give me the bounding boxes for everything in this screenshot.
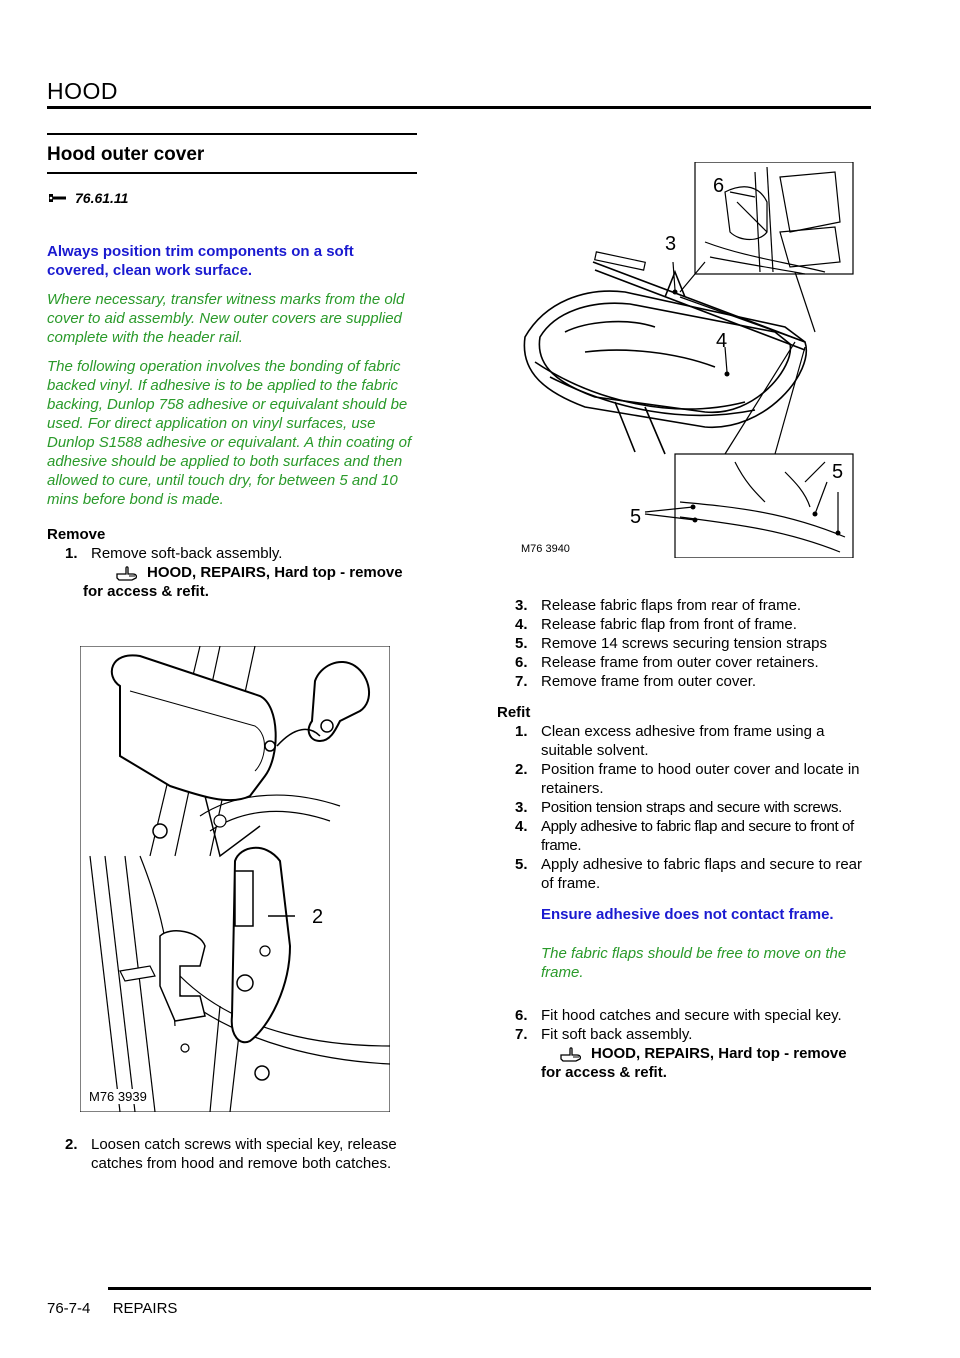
step-number: 4. [515, 818, 528, 835]
footer-section: REPAIRS [112, 1300, 178, 1317]
hood-frame-illustration [505, 162, 855, 558]
remove-heading: Remove [47, 526, 106, 543]
step-text: Release fabric flaps from rear of frame. [541, 597, 802, 614]
remove-step-4 [515, 615, 875, 634]
step-text: Remove frame from outer cover. [541, 673, 757, 690]
step-number: 7. [515, 673, 528, 690]
step-number: 3. [515, 799, 528, 816]
remove-step-3 [515, 596, 875, 615]
pointing-hand-icon [115, 565, 139, 581]
figure-hood-catch [80, 646, 390, 1112]
wrench-icon [49, 193, 67, 203]
step-number: 3. [515, 597, 528, 614]
refit-step-2 [515, 760, 875, 798]
step-text: Release fabric flap from front of frame. [541, 616, 797, 633]
step-text: Apply adhesive to fabric flap and secure to front of frame. [541, 818, 854, 854]
section-top-rule [47, 133, 417, 135]
cross-reference-cont: for access & refit. [541, 1064, 667, 1081]
refit-warning-text: Ensure adhesive does not contact frame. [541, 906, 834, 923]
warning-text: Always position trim components on a soft covered, clean work surface. [47, 243, 354, 279]
step-number: 2. [65, 1136, 78, 1153]
cross-reference-1[interactable] [47, 563, 417, 582]
figure-callout-6: 6 [713, 175, 725, 197]
note-text-1: Where necessary, transfer witness marks from the old cover to aid assembly. New outer covers are supplied complete with the header rail. [47, 291, 405, 346]
step-text: Fit soft back assembly. [541, 1026, 693, 1043]
refit-step-1 [515, 722, 875, 760]
step-text: Clean excess adhesive from frame using a suitable solvent. [541, 723, 825, 759]
step-text: Loosen catch screws with special key, release catches from hood and remove both catches. [91, 1136, 397, 1172]
cross-reference-cont: for access & refit. [83, 583, 209, 600]
section-bottom-rule [47, 172, 417, 174]
step-text: Remove 14 screws securing tension straps [541, 635, 827, 652]
left-text-block [47, 242, 417, 601]
step-number: 6. [515, 654, 528, 671]
step-text: Release frame from outer cover retainers. [541, 654, 819, 671]
remove-step-2-block [47, 1135, 417, 1173]
step-number: 7. [515, 1026, 528, 1043]
refit-step-3 [515, 798, 875, 817]
page-header-title: HOOD [47, 78, 118, 104]
step-number: 5. [515, 635, 528, 652]
pointing-hand-icon [559, 1046, 583, 1062]
figure-callout-3: 3 [665, 233, 677, 255]
footer [47, 1300, 177, 1317]
step-number: 5. [515, 856, 528, 873]
figure-callout-4: 4 [716, 330, 728, 352]
cross-reference-2[interactable] [497, 1044, 875, 1063]
remove-step-7 [515, 672, 875, 691]
step-text: Apply adhesive to fabric flaps and secure to rear of frame. [541, 856, 863, 892]
refit-step-7 [515, 1025, 875, 1044]
operation-code-text: 76.61.11 [75, 190, 129, 206]
section-title: Hood outer cover [47, 144, 205, 165]
step-text: Position tension straps and secure with screws. [541, 799, 843, 816]
step-number: 6. [515, 1007, 528, 1024]
step-number: 1. [515, 723, 528, 740]
refit-heading: Refit [497, 704, 531, 721]
step-text: Position frame to hood outer cover and locate in retainers. [541, 761, 860, 797]
operation-code [49, 190, 128, 206]
figure-callout-5-left: 5 [630, 506, 642, 528]
figure-callout-5-right: 5 [832, 461, 844, 483]
figure-hood-frame [505, 162, 855, 558]
remove-step-6 [515, 653, 875, 672]
step-text: Remove soft-back assembly. [91, 545, 283, 562]
header-rule [47, 106, 871, 109]
refit-step-4 [515, 817, 875, 855]
step-number: 2. [515, 761, 528, 778]
figure-callout-2: 2 [312, 906, 324, 928]
remove-step-5 [515, 634, 875, 653]
step-number: 4. [515, 616, 528, 633]
footer-rule [108, 1287, 871, 1290]
figure-label-m76-3939: M76 3939 [86, 1089, 150, 1104]
cross-reference-text: HOOD, REPAIRS, Hard top - remove [591, 1045, 847, 1062]
refit-step-6 [515, 1006, 875, 1025]
cross-reference-text: HOOD, REPAIRS, Hard top - remove [147, 564, 403, 581]
footer-page-number: 76-7-4 [47, 1300, 91, 1317]
hood-catch-illustration [80, 646, 390, 1112]
refit-step-5 [515, 855, 875, 893]
step-number: 1. [65, 545, 78, 562]
note-text-2: The following operation involves the bonding of fabric backed vinyl. If adhesive is to be applied to the fabric backing, Dunlop 758 adhesive or equivalant should be used. For direct application on vinyl surfaces, use Dunlop S1588 adhesive or equivalant. A thin coating of adhesive should be applied to both surfaces and then allowed to cure, until touch dry, for between 5 and 10 mins before bond is made. [47, 358, 412, 508]
remove-step-1 [47, 544, 417, 563]
refit-note-text: The fabric flaps should be free to move on the frame. [541, 945, 847, 981]
step-text: Fit hood catches and secure with special key. [541, 1007, 842, 1024]
right-text-block [497, 596, 875, 1082]
figure-label-m76-3940: M76 3940 [521, 543, 570, 555]
